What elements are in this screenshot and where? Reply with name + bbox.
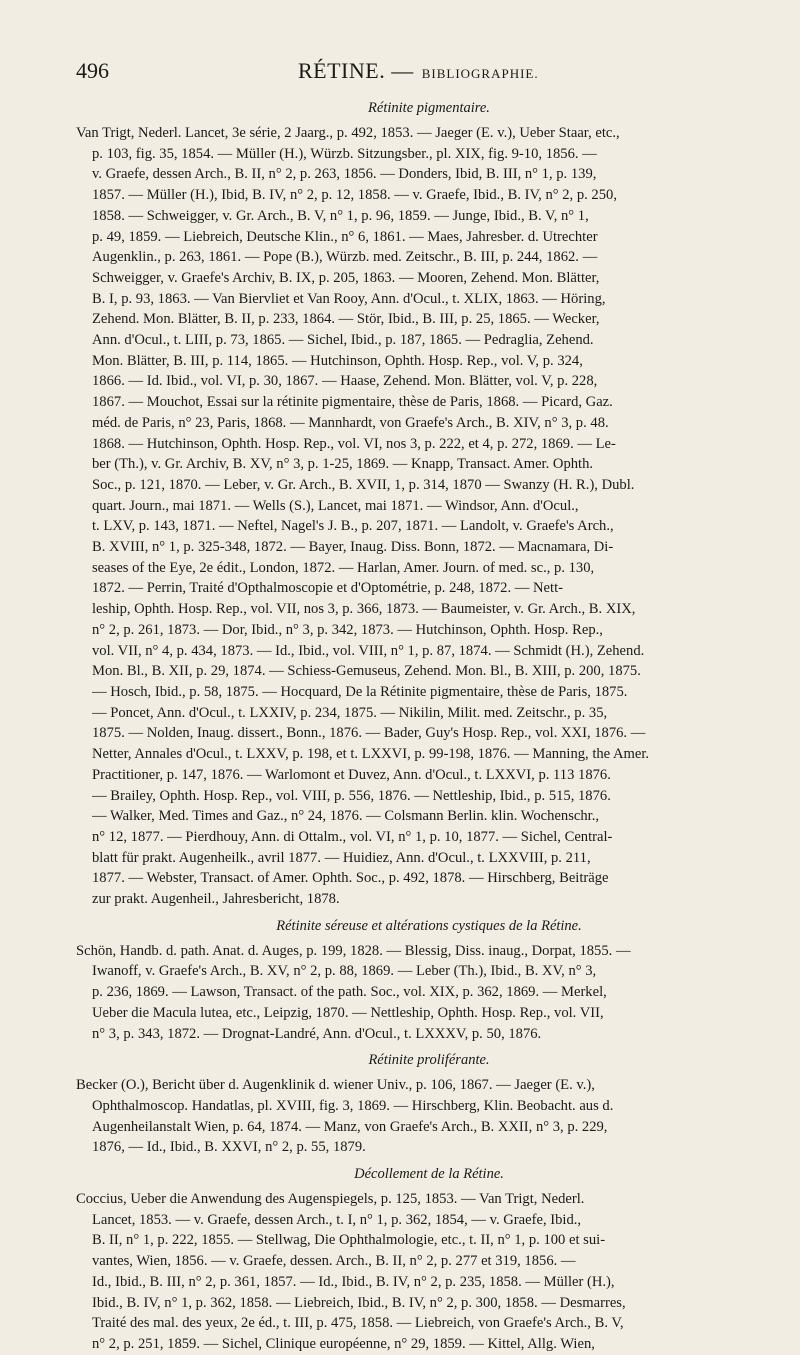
chapter-subtitle: BIBLIOGRAPHIE. — [421, 66, 539, 81]
text-line: Id., Ibid., B. III, n° 2, p. 361, 1857. — Id., Ibid., B. IV, n° 2, p. 235, 1858. — Müller (H.), — [92, 1273, 615, 1290]
bibliography-entry — [76, 1075, 774, 1158]
text-line: Schön, Handb. d. path. Anat. d. Auges, p. 199, 1828. — Blessig, Diss. inaug., Dorpat, 1855. — — [76, 942, 631, 959]
text-line: B. I, p. 93, 1863. — Van Biervliet et Van Rooy, Ann. d'Ocul., t. XLIX, 1863. — Höring, — [92, 290, 606, 307]
text-line: p. 236, 1869. — Lawson, Transact. of the path. Soc., vol. XIX, p. 362, 1869. — Merkel, — [92, 984, 607, 1001]
text-line: 1867. — Mouchot, Essai sur la rétinite pigmentaire, thèse de Paris, 1868. — Picard, Gaz. — [92, 394, 613, 411]
text-line: B. II, n° 1, p. 222, 1855. — Stellwag, Die Ophthalmologie, etc., t. II, n° 1, p. 100 et sui- — [92, 1232, 606, 1249]
bibliography-body — [76, 100, 774, 1355]
text-line: n° 3, p. 343, 1872. — Drognat-Landré, Ann. d'Ocul., t. LXXXV, p. 50, 1876. — [92, 1025, 542, 1042]
text-line: ber (Th.), v. Gr. Archiv, B. XV, n° 3, p. 1-25, 1869. — Knapp, Transact. Amer. Ophth. — [92, 456, 594, 473]
bibliography-entry — [76, 941, 774, 1045]
text-line: leship, Ophth. Hosp. Rep., vol. VII, nos 3, p. 366, 1873. — Baumeister, v. Gr. Arch., B. XIX, — [92, 601, 636, 618]
section-title: Rétinite séreuse et altérations cystiques de la Rétine. — [276, 917, 582, 934]
text-line: Coccius, Ueber die Anwendung des Augenspiegels, p. 125, 1853. — Van Trigt, Nederl. — [76, 1191, 585, 1208]
text-line: Netter, Annales d'Ocul., t. LXXV, p. 198, et t. LXXVI, p. 99-198, 1876. — Manning, the Amer. — [92, 746, 650, 763]
text-line: 1868. — Hutchinson, Ophth. Hosp. Rep., vol. VI, nos 3, p. 222, et 4, p. 272, 1869. — Le- — [92, 435, 616, 452]
text-line: — Brailey, Ophth. Hosp. Rep., vol. VIII, p. 556, 1876. — Nettleship, Ibid., p. 515, 1876. — [92, 787, 611, 804]
text-line: n° 2, p. 251, 1859. — Sichel, Clinique européenne, n° 29, 1859. — Kittel, Allg. Wien, — [92, 1335, 595, 1352]
text-line: Practitioner, p. 147, 1876. — Warlomont et Duvez, Ann. d'Ocul., t. LXXVI, p. 113 1876. — [92, 766, 611, 783]
text-line: Ann. d'Ocul., t. LIII, p. 73, 1865. — Sichel, Ibid., p. 187, 1865. — Pedraglia, Zehend. — [92, 332, 594, 349]
text-line: méd. de Paris, n° 23, Paris, 1868. — Mannhardt, von Graefe's Arch., B. XIV, n° 3, p. 48. — [92, 414, 609, 431]
text-line: Mon. Bl., B. XII, p. 29, 1874. — Schiess-Gemuseus, Zehend. Mon. Bl., B. XIII, p. 200, 1875. — [92, 663, 641, 680]
title-separator: — — [391, 58, 414, 83]
section-title: Rétinite proliférante. — [368, 1052, 490, 1069]
text-line: v. Graefe, dessen Arch., B. II, n° 2, p. 263, 1856. — Donders, Ibid, B. III, n° 1, p. 139, — [92, 166, 597, 183]
text-line: — Walker, Med. Times and Gaz., n° 24, 1876. — Colsmann Berlin. klin. Wochenschr., — [92, 808, 600, 825]
text-line: n° 2, p. 261, 1873. — Dor, Ibid., n° 3, p. 342, 1873. — Hutchinson, Ophth. Hosp. Rep., — [92, 621, 603, 638]
text-line: Lancet, 1853. — v. Graefe, dessen Arch., t. I, n° 1, p. 362, 1854, — v. Graefe, Ibid., — [92, 1211, 582, 1228]
text-line: vol. VII, n° 4, p. 434, 1873. — Id., Ibid., vol. VIII, n° 1, p. 87, 1874. — Schmidt (H.), Zehend. — [92, 642, 645, 659]
text-line: 1857. — Müller (H.), Ibid, B. IV, n° 2, p. 12, 1858. — v. Graefe, Ibid., B. IV, n° 2, p. 250, — [92, 187, 617, 204]
text-line: 1858. — Schweigger, v. Gr. Arch., B. V, n° 1, p. 96, 1859. — Junge, Ibid., B. V, n° 1, — [92, 207, 589, 224]
bibliography-entry — [76, 123, 774, 910]
text-line: t. LXV, p. 143, 1871. — Neftel, Nagel's J. B., p. 207, 1871. — Landolt, v. Graefe's Arch., — [92, 518, 614, 535]
text-line: Van Trigt, Nederl. Lancet, 3e série, 2 Jaarg., p. 492, 1853. — Jaeger (E. v.), Ueber Staar, etc., — [76, 125, 620, 141]
text-line: p. 103, fig. 35, 1854. — Müller (H.), Würzb. Sitzungsber., pl. XIX, fig. 9-10, 1856. — — [92, 145, 597, 162]
running-title — [298, 58, 539, 84]
text-line: seases of the Eye, 2e édit., London, 1872. — Harlan, Amer. Journ. of med. sc., p. 130, — [92, 559, 595, 576]
text-line: Ueber die Macula lutea, etc., Leipzig, 1870. — Nettleship, Ophth. Hosp. Rep., vol. VII, — [92, 1004, 604, 1021]
text-line: Zehend. Mon. Blätter, B. II, p. 233, 1864. — Stör, Ibid., B. III, p. 25, 1865. — Wecker, — [92, 311, 600, 328]
bibliography-entry — [76, 1189, 774, 1355]
text-line: Augenklin., p. 263, 1861. — Pope (B.), Würzb. med. Zeitschr., B. III, p. 244, 1862. — — [92, 249, 598, 266]
text-line: 1875. — Nolden, Inaug. dissert., Bonn., 1876. — Bader, Guy's Hosp. Rep., vol. XXI, 1876. — — [92, 725, 646, 742]
text-line: — Hosch, Ibid., p. 58, 1875. — Hocquard, De la Rétinite pigmentaire, thèse de Paris, 1875. — [92, 683, 628, 700]
text-line: 1872. — Perrin, Traité d'Opthalmoscopie et d'Optométrie, p. 248, 1872. — Nett- — [92, 580, 563, 597]
text-line: Schweigger, v. Graefe's Archiv, B. IX, p. 205, 1863. — Mooren, Zehend. Mon. Blätter, — [92, 269, 600, 286]
text-line: 1877. — Webster, Transact. of Amer. Ophth. Soc., p. 492, 1878. — Hirschberg, Beiträge — [92, 870, 609, 887]
text-line: Traité des mal. des yeux, 2e éd., t. III, p. 475, 1858. — Liebreich, von Graefe's Arch., B. V, — [92, 1315, 624, 1332]
text-line: blatt für prakt. Augenheilk., avril 1877. — Huidiez, Ann. d'Ocul., t. LXXVIII, p. 211, — [92, 849, 591, 866]
text-line: Ophthalmoscop. Handatlas, pl. XVIII, fig. 3, 1869. — Hirschberg, Klin. Beobacht. aus d. — [92, 1097, 614, 1114]
text-line: p. 49, 1859. — Liebreich, Deutsche Klin., n° 6, 1861. — Maes, Jahresber. d. Utrechter — [92, 228, 598, 245]
text-line: Becker (O.), Bericht über d. Augenklinik d. wiener Univ., p. 106, 1867. — Jaeger (E. v.), — [76, 1077, 595, 1094]
text-line: n° 12, 1877. — Pierdhouy, Ann. di Ottalm., vol. VI, n° 1, p. 10, 1877. — Sichel, Central- — [92, 828, 613, 845]
text-line: quart. Journ., mai 1871. — Wells (S.), Lancet, mai 1871. — Windsor, Ann. d'Ocul., — [92, 497, 579, 514]
page-header — [76, 58, 774, 92]
text-line: Soc., p. 121, 1870. — Leber, v. Gr. Arch., B. XVII, 1, p. 314, 1870 — Swanzy (H. R.), Dubl. — [92, 476, 635, 493]
text-line: 1876, — Id., Ibid., B. XXVI, n° 2, p. 55, 1879. — [92, 1139, 366, 1156]
text-line: B. XVIII, n° 1, p. 325-348, 1872. — Bayer, Inaug. Diss. Bonn, 1872. — Macnamara, Di- — [92, 539, 614, 556]
text-line: Augenheilanstalt Wien, p. 64, 1874. — Manz, von Graefe's Arch., B. XXII, n° 3, p. 229, — [92, 1118, 608, 1135]
page-number: 496 — [76, 58, 109, 83]
text-line: vantes, Wien, 1856. — v. Graefe, dessen. Arch., B. II, n° 2, p. 277 et 319, 1856. — — [92, 1253, 576, 1270]
text-line: Iwanoff, v. Graefe's Arch., B. XV, n° 2, p. 88, 1869. — Leber (Th.), Ibid., B. XV, n° 3, — [92, 963, 597, 980]
section-title: Rétinite pigmentaire. — [368, 100, 490, 116]
text-line: Ibid., B. IV, n° 1, p. 362, 1858. — Liebreich, Ibid., B. IV, n° 2, p. 300, 1858. — Desmarres, — [92, 1294, 626, 1311]
chapter-title: RÉTINE. — [298, 58, 386, 83]
text-line: zur prakt. Augenheil., Jahresbericht, 1878. — [92, 891, 340, 908]
text-line: Mon. Blätter, B. III, p. 114, 1865. — Hutchinson, Ophth. Hosp. Rep., vol. V, p. 324, — [92, 352, 583, 369]
text-line: — Poncet, Ann. d'Ocul., t. LXXIV, p. 234, 1875. — Nikilin, Milit. med. Zeitschr., p. 35, — [92, 704, 608, 721]
section-title: Décollement de la Rétine. — [354, 1166, 504, 1183]
text-line: 1866. — Id. Ibid., vol. VI, p. 30, 1867. — Haase, Zehend. Mon. Blätter, vol. V, p. 228, — [92, 373, 598, 390]
